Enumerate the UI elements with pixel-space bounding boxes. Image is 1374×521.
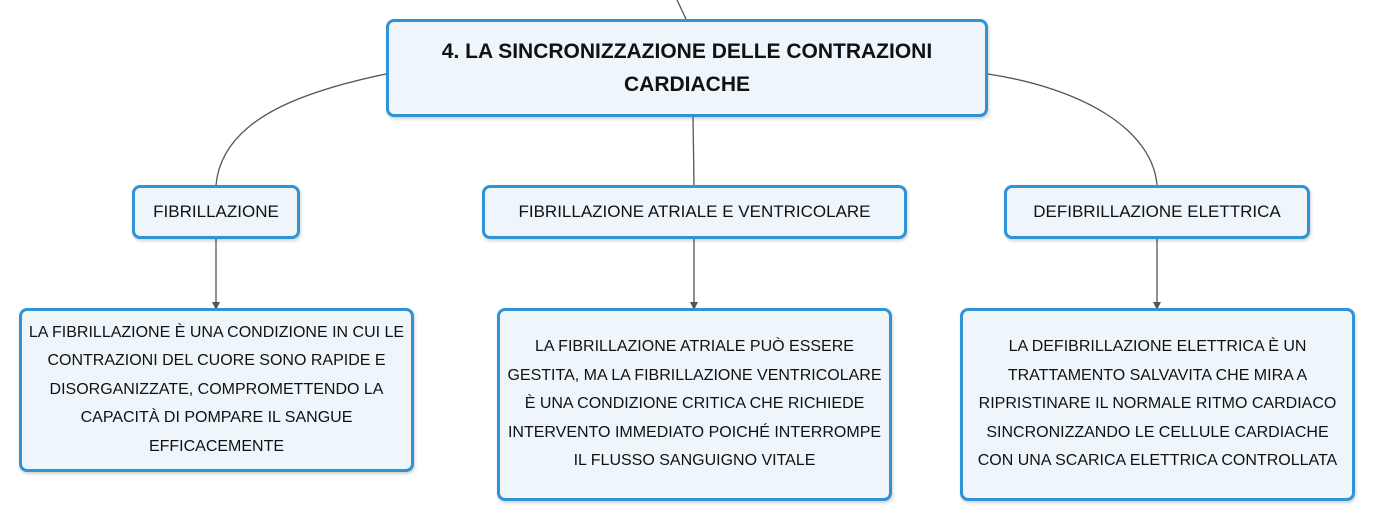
root-topic-node[interactable] <box>386 19 988 117</box>
detail-node-fibrillazione-atriale-ventricolare[interactable] <box>497 308 892 501</box>
topic-label-defibrillazione-elettrica: DEFIBRILLAZIONE ELETTRICA <box>1033 202 1281 221</box>
topic-node-defibrillazione-elettrica[interactable] <box>1004 185 1310 239</box>
detail-node-defibrillazione-elettrica[interactable] <box>960 308 1355 501</box>
topic-label-fibrillazione: FIBRILLAZIONE <box>153 202 279 221</box>
topic-node-fibrillazione[interactable] <box>132 185 300 239</box>
connector-root-to-defibrillazione <box>988 74 1157 185</box>
topic-label-fibrillazione-atriale-ventricolare: FIBRILLAZIONE ATRIALE E VENTRICOLARE <box>518 202 871 221</box>
topic-node-fibrillazione-atriale-ventricolare[interactable] <box>482 185 907 239</box>
connector-root-to-fibrillazione <box>216 74 386 185</box>
connector-parent-to-root <box>677 0 686 19</box>
detail-text-fibrillazione-atriale-ventricolare: LA FIBRILLAZIONE ATRIALE PUÒ ESSERE GESTITA, MA LA FIBRILLAZIONE VENTRICOLARE È UNA CONDIZIONE CRITICA CHE RICHIEDE INTERVENTO IMMEDIATO POICHÉ INTERROMPE IL FLUSSO SANGUIGNO VITALE <box>507 338 882 470</box>
root-topic-title: 4. LA SINCRONIZZAZIONE DELLE CONTRAZIONI CARDIACHE <box>441 40 933 96</box>
detail-text-defibrillazione-elettrica: LA DEFIBRILLAZIONE ELETTRICA È UN TRATTAMENTO SALVAVITA CHE MIRA A RIPRISTINARE IL NORMALE RITMO CARDIACO SINCRONIZZANDO LE CELLULE CARDIACHE CON UNA SCARICA ELETTRICA CONTROLLATA <box>977 338 1338 470</box>
connector-root-to-fibrillazione-av <box>693 117 694 185</box>
detail-text-fibrillazione: LA FIBRILLAZIONE È UNA CONDIZIONE IN CUI LE CONTRAZIONI DEL CUORE SONO RAPIDE E DISORGANIZZATE, COMPROMETTENDO LA CAPACITÀ DI POMPARE IL SANGUE EFFICACEMENTE <box>28 323 405 455</box>
detail-node-fibrillazione[interactable] <box>19 308 414 472</box>
